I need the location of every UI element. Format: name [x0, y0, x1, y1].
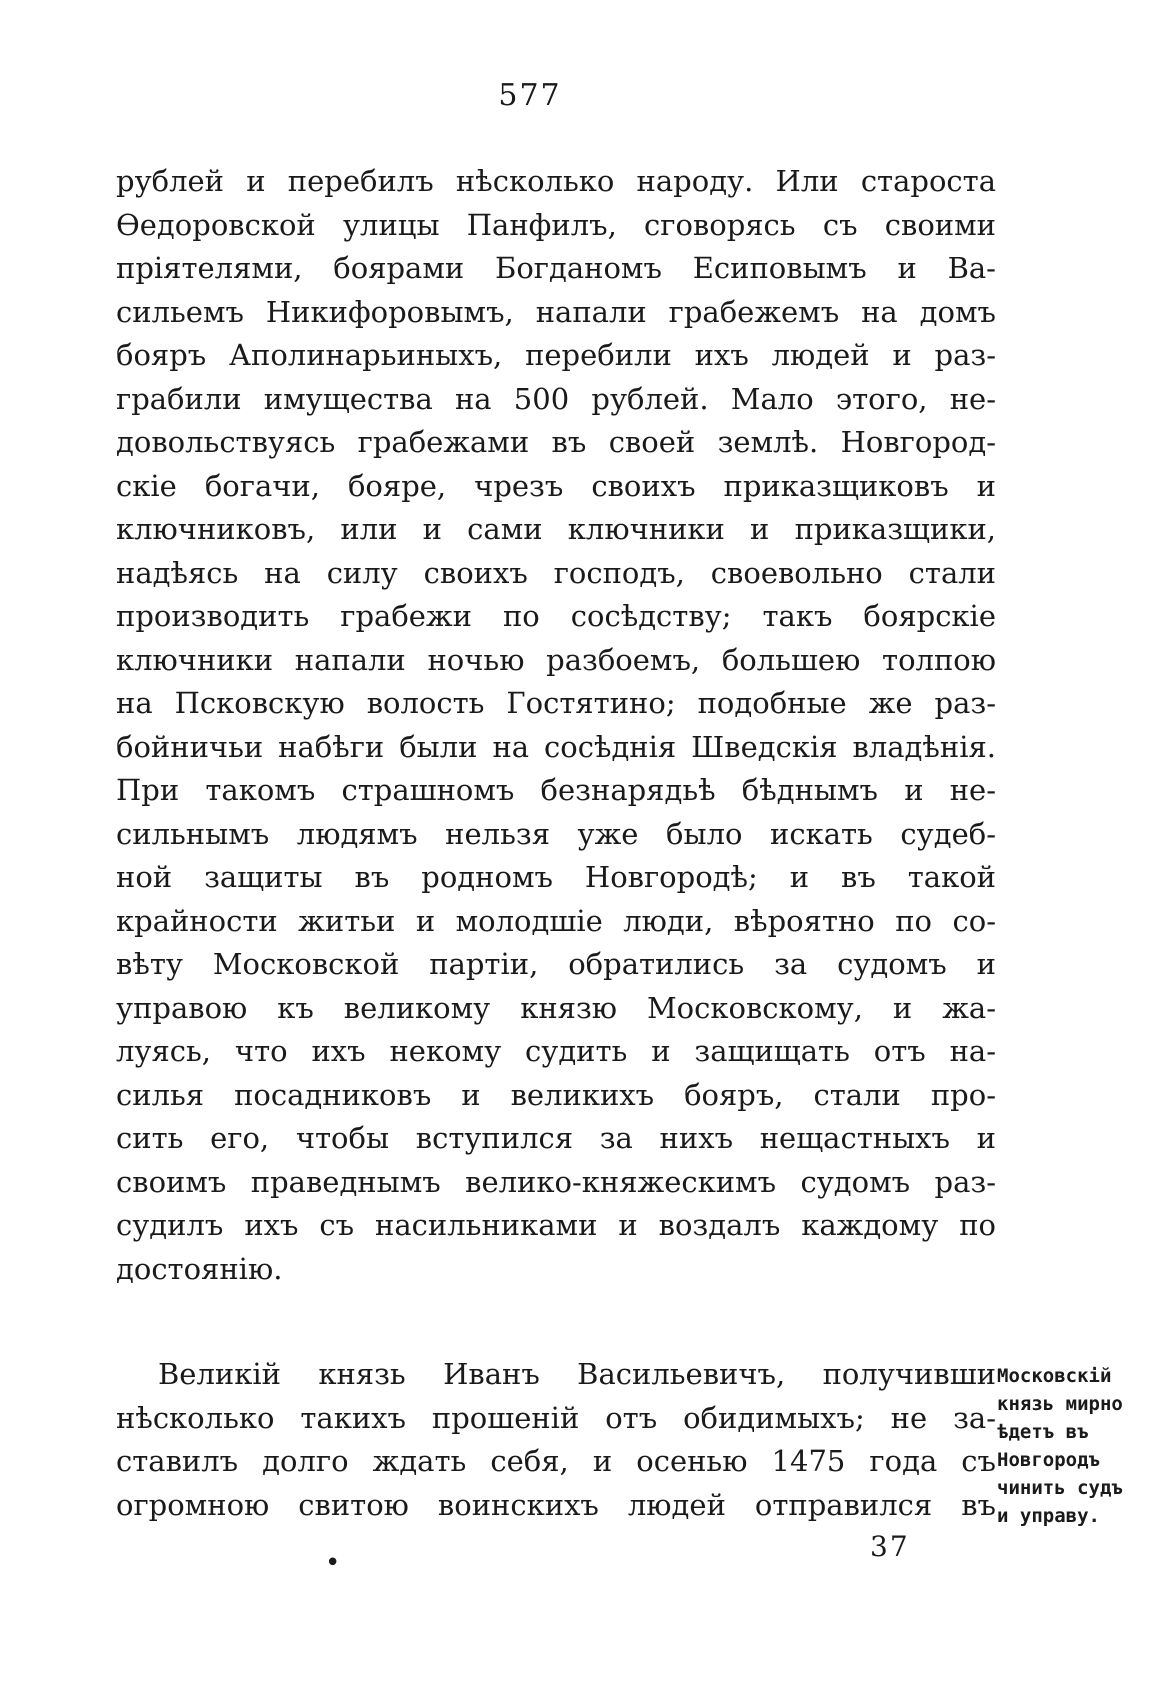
- paragraph-1: [116, 160, 996, 1291]
- text-line: сильемъ Никифоровымъ, напали грабежемъ на домъ: [116, 294, 996, 329]
- paragraph-2: [116, 1353, 996, 1527]
- text-line: Ѳедоровской улицы Панфилъ, сговорясь съ своими: [116, 207, 996, 242]
- text-line: вѣту Московской партіи, обратились за судомъ и: [116, 947, 996, 981]
- text-line: бойничьи набѣги были на сосѣднія Шведскія владѣнія.: [116, 729, 996, 764]
- signature-mark: 37: [870, 1530, 910, 1563]
- text-line: ключники напали ночью разбоемъ, большею толпою: [116, 642, 996, 677]
- text-line: довольствуясь грабежами въ своей землѣ. Новгород-: [116, 425, 996, 459]
- text-line: рублей и перебилъ нѣсколько народу. Или староста: [116, 164, 996, 198]
- text-line: бояръ Аполинарьиныхъ, перебили ихъ людей и раз-: [116, 338, 996, 372]
- text-line: надѣясь на силу своихъ господъ, своевольно стали: [116, 555, 996, 590]
- text-line: производить грабежи по сосѣдству; такъ боярскіе: [116, 599, 996, 633]
- text-line: сильнымъ людямъ нельзя уже было искать судеб-: [116, 816, 996, 851]
- marginal-note-line: ѣдетъ въ: [997, 1421, 1089, 1443]
- marginal-note-line: Московскій: [997, 1365, 1112, 1387]
- text-line: крайности житьи и молодшіе люди, вѣроятно по со-: [116, 903, 996, 938]
- text-line: При такомъ страшномъ безнарядьѣ бѣднымъ и не-: [116, 773, 996, 807]
- marginal-note: [997, 1362, 1157, 1530]
- text-line: луясь, что ихъ некому судить и защищать отъ на-: [116, 1034, 996, 1068]
- text-line: на Псковскую волость Гостятино; подобные же раз-: [116, 686, 996, 720]
- text-line: грабили имущества на 500 рублей. Мало этого, не-: [116, 381, 996, 416]
- footer-dot: •: [325, 1548, 341, 1578]
- text-line: ставилъ долго ждать себя, и осенью 1475 года съ: [116, 1444, 996, 1478]
- marginal-note-line: Новгородъ: [997, 1449, 1100, 1471]
- text-line: управою къ великому князю Московскому, и жа-: [116, 990, 996, 1025]
- text-line: сить его, чтобы вступился за нихъ нещастныхъ и: [116, 1121, 996, 1155]
- text-line: нѣсколько такихъ прошеній отъ обидимыхъ; не за-: [116, 1400, 996, 1435]
- text-line: судилъ ихъ съ насильниками и воздалъ каждому по: [116, 1208, 996, 1242]
- text-line: достоянію.: [116, 1251, 283, 1286]
- text-line: огромною свитою воинскихъ людей отправился въ: [116, 1487, 996, 1522]
- text-line: Великій князь Иванъ Васильевичъ, получивши: [158, 1357, 996, 1391]
- marginal-note-line: князь мирно: [997, 1393, 1123, 1415]
- marginal-note-line: и управу.: [997, 1505, 1100, 1527]
- text-line: ключниковъ, или и сами ключники и приказщики,: [116, 512, 996, 546]
- page-number: 577: [498, 78, 562, 113]
- text-line: пріятелями, боярами Богданомъ Есиповымъ и Ва-: [116, 251, 996, 285]
- text-line: скіе богачи, бояре, чрезъ своихъ приказщиковъ и: [116, 468, 996, 503]
- text-line: своимъ праведнымъ велико-княжескимъ судомъ раз-: [116, 1164, 996, 1199]
- text-line: ной защиты въ родномъ Новгородѣ; и въ такой: [116, 860, 996, 894]
- marginal-note-line: чинить судъ: [997, 1477, 1123, 1499]
- text-line: силья посадниковъ и великихъ бояръ, стали про-: [116, 1077, 996, 1112]
